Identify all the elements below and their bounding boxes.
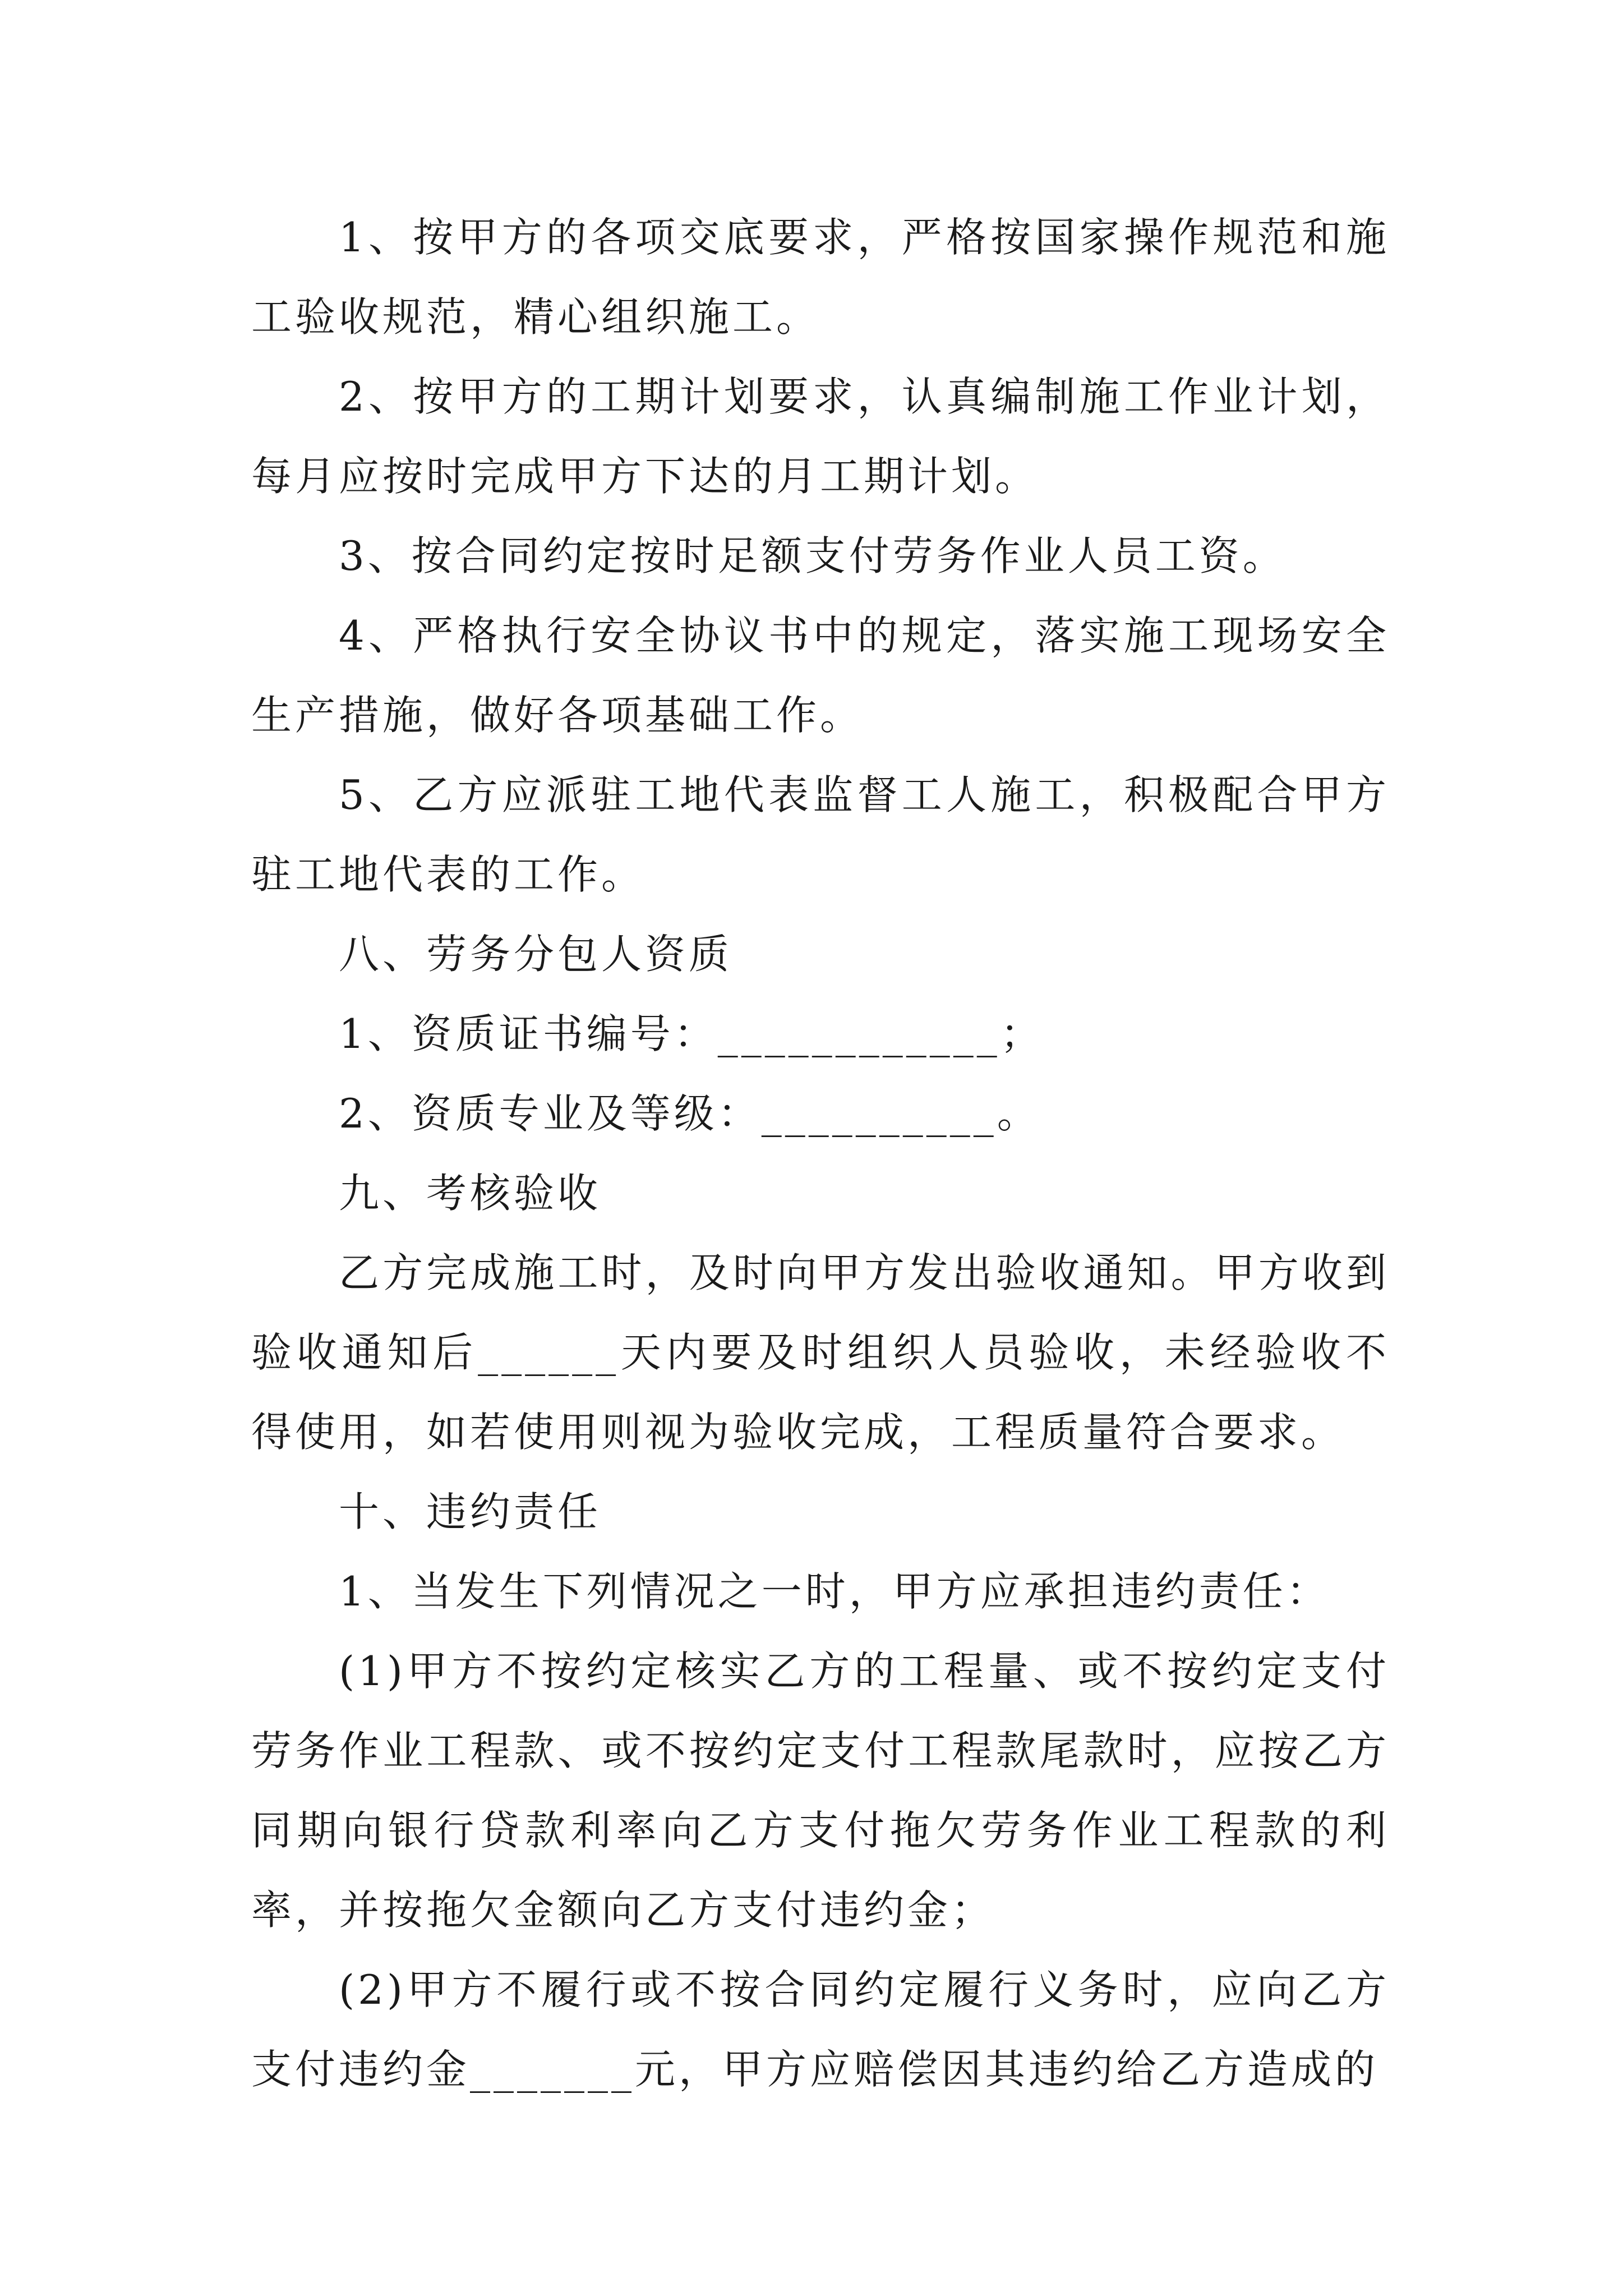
paragraph-1: 1、按甲方的各项交底要求，严格按国家操作规范和施工验收规范，精心组织施工。 [251, 214, 1390, 341]
section-heading-8: 八、劳务分包人资质 [339, 931, 733, 978]
paragraph-3: 3、按合同约定按时足额支付劳务作业人员工资。 [339, 532, 1287, 579]
paragraph-liability-2: (2)甲方不履行或不按合同约定履行义务时，应向乙方支付违约金_______元，甲方应赔偿因其违约给乙方造成的 [251, 1966, 1390, 2093]
section-heading-9: 九、考核验收 [339, 1170, 602, 1217]
paragraph-qualification-number: 1、资质证书编号：____________； [339, 1010, 1044, 1057]
paragraph-liability-intro: 1、当发生下列情况之一时，甲方应承担违约责任： [339, 1568, 1330, 1615]
section-heading-10: 十、违约责任 [339, 1488, 602, 1535]
paragraph-5: 5、乙方应派驻工地代表监督工人施工，积极配合甲方驻工地代表的工作。 [251, 771, 1390, 898]
document-body [251, 197, 1390, 2109]
paragraph-liability-1: (1)甲方不按约定核实乙方的工程量、或不按约定支付劳务作业工程款、或不按约定支付工程款尾款时，应按乙方同期向银行贷款利率向乙方支付拖欠劳务作业工程款的利率，并按拖欠金额向乙方支付违约金； [251, 1648, 1390, 1934]
paragraph-4: 4、严格执行安全协议书中的规定，落实施工现场安全生产措施，做好各项基础工作。 [251, 612, 1390, 739]
paragraph-2: 2、按甲方的工期计划要求，认真编制施工作业计划，每月应按时完成甲方下达的月工期计划。 [251, 373, 1390, 500]
paragraph-acceptance: 乙方完成施工时，及时向甲方发出验收通知。甲方收到验收通知后______天内要及时组织人员验收，未经验收不得使用，如若使用则视为验收完成，工程质量符合要求。 [251, 1249, 1390, 1456]
paragraph-qualification-grade: 2、资质专业及等级：__________。 [339, 1090, 1041, 1137]
